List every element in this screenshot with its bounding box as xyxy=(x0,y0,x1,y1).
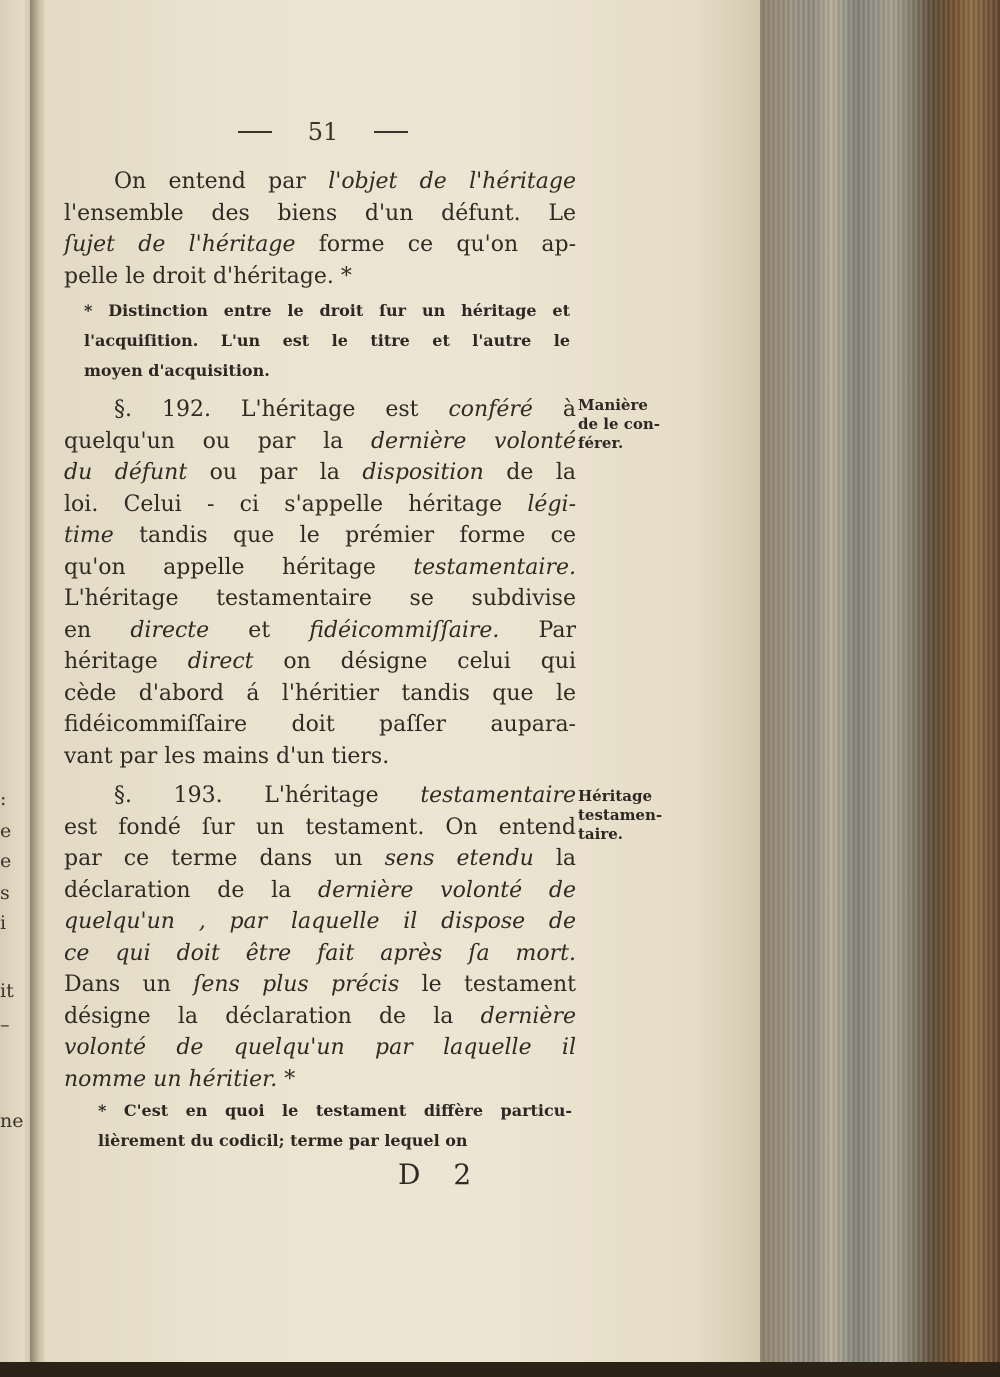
text-run: On entend par xyxy=(114,169,329,194)
italic-term: conféré xyxy=(448,397,533,422)
margin-note-line: de le con- xyxy=(578,415,660,433)
left-page-fragment: it xyxy=(0,980,14,1002)
text-line xyxy=(64,198,576,230)
text-line xyxy=(64,394,576,426)
margin-note-line: taire. xyxy=(578,825,624,843)
text-line xyxy=(64,906,576,938)
text-line xyxy=(64,489,576,521)
text-run: à xyxy=(532,397,577,422)
header-dash-right xyxy=(374,131,408,133)
italic-term: directe xyxy=(130,617,210,643)
italic-term: dernière volonté de xyxy=(318,877,577,903)
footnote-line: l'acquiſition. L'un est le titre et l'autre le xyxy=(84,331,570,350)
page-edge-shadow xyxy=(760,0,790,1377)
text-run: héritage xyxy=(64,649,188,674)
text-line xyxy=(64,583,576,615)
margin-note-line: Manière xyxy=(578,396,648,414)
text-line xyxy=(64,780,576,812)
text-line xyxy=(64,709,576,741)
text-line xyxy=(64,843,576,875)
text-run: de la xyxy=(483,460,576,485)
left-page-fragment: ne xyxy=(0,1110,24,1132)
italic-term: dernière xyxy=(480,1003,576,1029)
italic-term: quelqu'un , par laquelle il dispose de xyxy=(64,909,576,934)
text-run: fidéicommiſſaire doit paſſer aupara- xyxy=(64,712,576,737)
italic-term: dernière volonté xyxy=(370,428,576,454)
text-run: forme ce qu'on ap- xyxy=(295,232,576,257)
italic-term: fidéicommiſſaire. xyxy=(309,617,500,643)
text-line xyxy=(64,875,576,907)
text-run: qu'on appelle héritage xyxy=(64,554,414,580)
text-run: §. 192. L'héritage est xyxy=(114,397,449,422)
page-block-edges xyxy=(760,0,1000,1377)
left-page-fragment: e xyxy=(0,820,12,842)
text-line xyxy=(64,678,576,710)
text-line xyxy=(64,457,576,489)
section-193-paragraph xyxy=(64,780,576,1095)
left-page-fragment: i xyxy=(0,912,7,934)
italic-term: sens etendu xyxy=(384,846,534,871)
margin-note-line: Héritage xyxy=(578,787,652,805)
italic-term: ſens plus précis xyxy=(193,972,400,997)
text-run: est fondé ſur un testament. On entend xyxy=(64,814,576,840)
left-page-fragment: – xyxy=(0,1014,10,1036)
text-run: quelqu'un ou par la xyxy=(64,428,371,454)
italic-term: direct xyxy=(187,649,254,674)
text-run: §. 193. L'héritage xyxy=(114,783,421,808)
italic-term: nomme un héritier. xyxy=(64,1066,278,1092)
italic-term: time xyxy=(64,523,114,548)
text-line xyxy=(64,426,576,458)
text-run: par ce terme dans un xyxy=(64,846,385,871)
margin-note-line: férer. xyxy=(578,434,624,452)
signature-mark: D 2 xyxy=(398,1158,484,1191)
opening-footnote xyxy=(84,296,570,386)
text-run: Par xyxy=(499,617,576,643)
margin-note-line: testamen- xyxy=(578,806,663,824)
text-line xyxy=(64,261,576,293)
text-line xyxy=(64,812,576,844)
text-line xyxy=(64,552,576,584)
text-run: ou par la xyxy=(187,460,363,485)
opening-paragraph xyxy=(64,166,576,292)
text-run: l'ensemble des biens d'un défunt. Le xyxy=(64,200,576,226)
footnote-line: * C'est en quoi le testament diffère particu- xyxy=(98,1101,572,1120)
text-run: en xyxy=(64,617,131,643)
italic-term: volonté de quelqu'un par laquelle il xyxy=(64,1035,576,1060)
text-line xyxy=(64,1001,576,1033)
text-line xyxy=(64,1064,576,1096)
italic-term: disposition xyxy=(362,460,484,485)
footnote-line: lièrement du codicil; terme par lequel on xyxy=(98,1131,468,1150)
text-run: tandis que le prémier forme ce xyxy=(113,523,576,548)
bottom-shadow xyxy=(0,1362,1000,1377)
italic-term: ce qui doit être fait après ſa mort. xyxy=(64,940,576,966)
text-line xyxy=(64,969,576,1001)
text-run: la xyxy=(533,846,576,871)
text-run: loi. Celui - ci s'appelle héritage xyxy=(64,491,528,517)
text-run: désigne la déclaration de la xyxy=(64,1003,481,1029)
text-line xyxy=(64,615,576,647)
italic-term: légi- xyxy=(527,491,576,517)
footnote-line: * Distinction entre le droit ſur un héritage et xyxy=(84,301,570,320)
text-line xyxy=(64,646,576,678)
italic-term: du défunt xyxy=(64,460,188,485)
left-page-fragment: s xyxy=(0,882,10,904)
text-run: cède d'abord á l'héritier tandis que le xyxy=(64,680,576,706)
italic-term: ſujet de l'héritage xyxy=(64,232,296,257)
text-run: déclaration de la xyxy=(64,877,319,903)
text-line xyxy=(64,520,576,552)
italic-term: testamentaire xyxy=(420,783,576,808)
text-line xyxy=(64,166,576,198)
section-192-margin-note xyxy=(578,396,660,453)
section-192-paragraph xyxy=(64,394,576,772)
text-line xyxy=(64,1032,576,1064)
footnote-line: moyen d'acquisition. xyxy=(84,361,270,380)
left-page-fragment: e xyxy=(0,850,12,872)
left-page-fragment: : xyxy=(0,788,7,810)
page-header xyxy=(238,118,408,146)
text-run: vant par les mains d'un tiers. xyxy=(64,743,390,769)
section-193-footnote xyxy=(98,1096,572,1156)
page-number: 51 xyxy=(307,118,339,146)
header-dash-left xyxy=(238,131,272,133)
section-193-margin-note xyxy=(578,787,662,844)
text-run: et xyxy=(209,617,310,643)
text-line xyxy=(64,229,576,261)
text-run: L'héritage testamentaire se subdivise xyxy=(64,586,576,611)
text-run: * xyxy=(277,1066,296,1092)
text-line xyxy=(64,938,576,970)
text-run: Dans un xyxy=(64,972,194,997)
text-run: on désigne celui qui xyxy=(253,649,576,674)
text-run: le testament xyxy=(399,972,577,997)
italic-term: testamentaire. xyxy=(413,554,576,580)
text-line xyxy=(64,741,576,773)
text-run: pelle le droit d'héritage. * xyxy=(64,263,352,289)
italic-term: l'objet de l'héritage xyxy=(328,169,576,194)
